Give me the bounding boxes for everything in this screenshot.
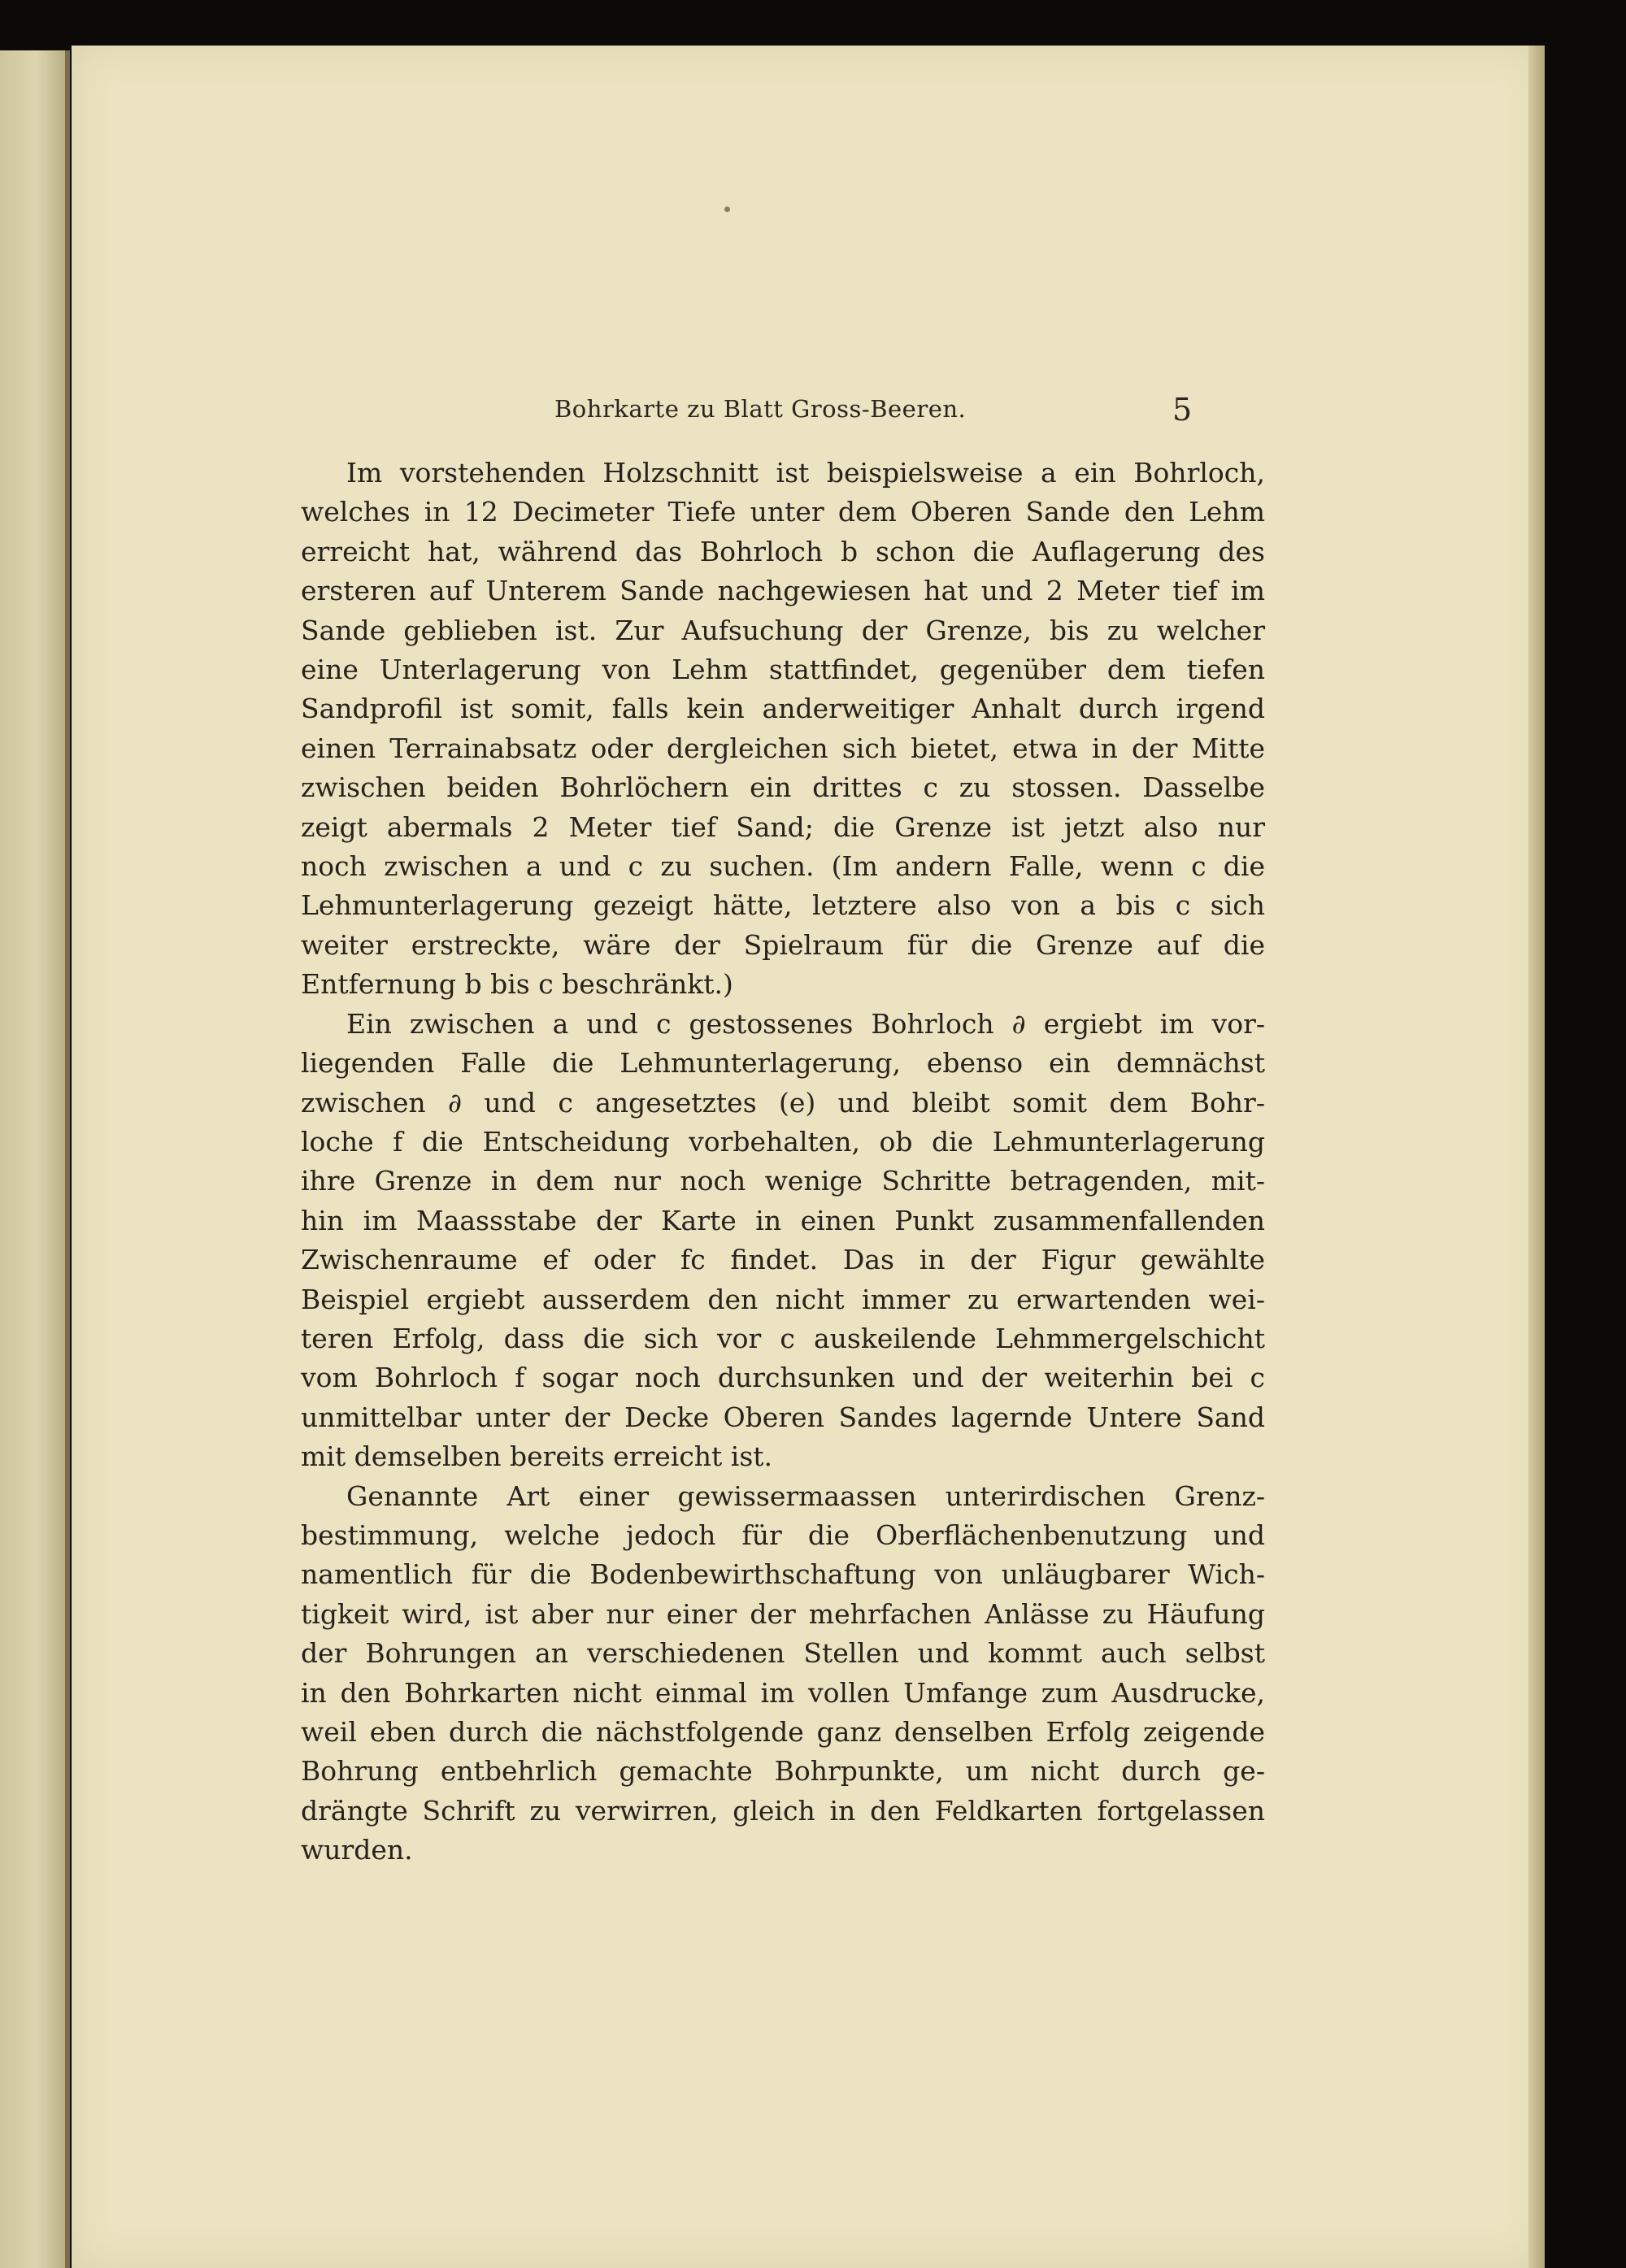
text-line: welches in 12 Decimeter Tiefe unter dem Oberen Sande den Lehm bbox=[301, 496, 1265, 528]
text-line: Genannte Art einer gewissermaassen unterirdischen Grenz- bbox=[346, 1479, 1265, 1512]
text-line: erreicht hat, während das Bohrloch b schon die Auflagerung des bbox=[301, 535, 1265, 567]
text-line: der Bohrungen an verschiedenen Stellen und kommt auch selbst bbox=[301, 1637, 1265, 1670]
text-line: zeigt abermals 2 Meter tief Sand; die Grenze ist jetzt also nur bbox=[301, 810, 1265, 843]
text-line: hin im Maassstabe der Karte in einen Punkt zusammenfallenden bbox=[301, 1204, 1265, 1236]
text-line: Beispiel ergiebt ausserdem den nicht immer zu erwartenden wei- bbox=[301, 1283, 1265, 1315]
text-line: Lehmunterlagerung gezeigt hätte, letztere also von a bis c sich bbox=[301, 889, 1265, 922]
body-text bbox=[301, 454, 1265, 1870]
text-line: weil eben durch die nächstfolgende ganz denselben Erfolg zeigende bbox=[301, 1716, 1265, 1748]
text-line: weiter erstreckte, wäre der Spielraum für die Grenze auf die bbox=[301, 928, 1265, 961]
text-line: in den Bohrkarten nicht einmal im vollen Umfange zum Ausdrucke, bbox=[301, 1676, 1265, 1709]
text-line: Sande geblieben ist. Zur Aufsuchung der Grenze, bis zu welcher bbox=[301, 614, 1265, 646]
text-line: ersteren auf Unterem Sande nachgewiesen hat und 2 Meter tief im bbox=[301, 575, 1265, 607]
text-line: zwischen beiden Bohrlöchern ein drittes c zu stossen. Dasselbe bbox=[301, 771, 1265, 804]
page-number: 5 bbox=[1172, 392, 1193, 428]
text-line: liegenden Falle die Lehmunterlagerung, ebenso ein demnächst bbox=[301, 1047, 1265, 1080]
text-line: Bohrung entbehrlich gemachte Bohrpunkte, um nicht durch ge- bbox=[301, 1755, 1265, 1788]
paragraph-2 bbox=[301, 1005, 1265, 1477]
text-line: drängte Schrift zu verwirren, gleich in den Feldkarten fortgelassen bbox=[301, 1794, 1265, 1827]
paragraph-1 bbox=[301, 454, 1265, 1005]
facing-page-edge bbox=[0, 50, 67, 2268]
book-page bbox=[72, 46, 1545, 2268]
text-line: zwischen ∂ und c angesetztes (e) und bleibt somit dem Bohr- bbox=[301, 1086, 1265, 1119]
text-line: mit demselben bereits erreicht ist. bbox=[301, 1440, 773, 1473]
text-line: noch zwischen a und c zu suchen. (Im andern Falle, wenn c die bbox=[301, 850, 1265, 883]
ink-speck bbox=[724, 206, 730, 212]
text-line: teren Erfolg, dass die sich vor c auskeilende Lehmmergelschicht bbox=[301, 1322, 1265, 1354]
text-line: einen Terrainabsatz oder dergleichen sich bietet, etwa in der Mitte bbox=[301, 732, 1265, 764]
page-fore-edge bbox=[1528, 46, 1545, 2268]
text-line: loche f die Entscheidung vorbehalten, ob die Lehmunterlagerung bbox=[301, 1125, 1265, 1158]
text-line: vom Bohrloch f sogar noch durchsunken und der weiterhin bei c bbox=[301, 1362, 1265, 1394]
running-title: Bohrkarte zu Blatt Gross-Beeren. bbox=[554, 395, 967, 423]
text-line: Zwischenraume ef oder fc findet. Das in der Figur gewählte bbox=[301, 1244, 1265, 1276]
text-line: ihre Grenze in dem nur noch wenige Schritte betragenden, mit- bbox=[301, 1165, 1265, 1197]
text-line: wurden. bbox=[301, 1834, 413, 1866]
text-line: tigkeit wird, ist aber nur einer der mehrfachen Anlässe zu Häufung bbox=[301, 1597, 1265, 1630]
text-line: eine Unterlagerung von Lehm stattfindet, gegenüber dem tiefen bbox=[301, 654, 1265, 686]
page-header bbox=[72, 392, 1545, 436]
text-line: Im vorstehenden Holzschnitt ist beispielsweise a ein Bohrloch, bbox=[346, 457, 1265, 489]
text-line: Ein zwischen a und c gestossenes Bohrloch ∂ ergiebt im vor- bbox=[346, 1007, 1265, 1040]
book-gutter bbox=[65, 50, 70, 2268]
paragraph-3 bbox=[301, 1477, 1265, 1870]
text-line: bestimmung, welche jedoch für die Oberflächenbenutzung und bbox=[301, 1519, 1265, 1551]
text-line: Entfernung b bis c beschränkt.) bbox=[301, 968, 733, 1001]
text-line: namentlich für die Bodenbewirthschaftung von unläugbarer Wich- bbox=[301, 1558, 1265, 1591]
text-line: Sandprofil ist somit, falls kein anderweitiger Anhalt durch irgend bbox=[301, 693, 1265, 725]
text-line: unmittelbar unter der Decke Oberen Sandes lagernde Untere Sand bbox=[301, 1401, 1265, 1433]
